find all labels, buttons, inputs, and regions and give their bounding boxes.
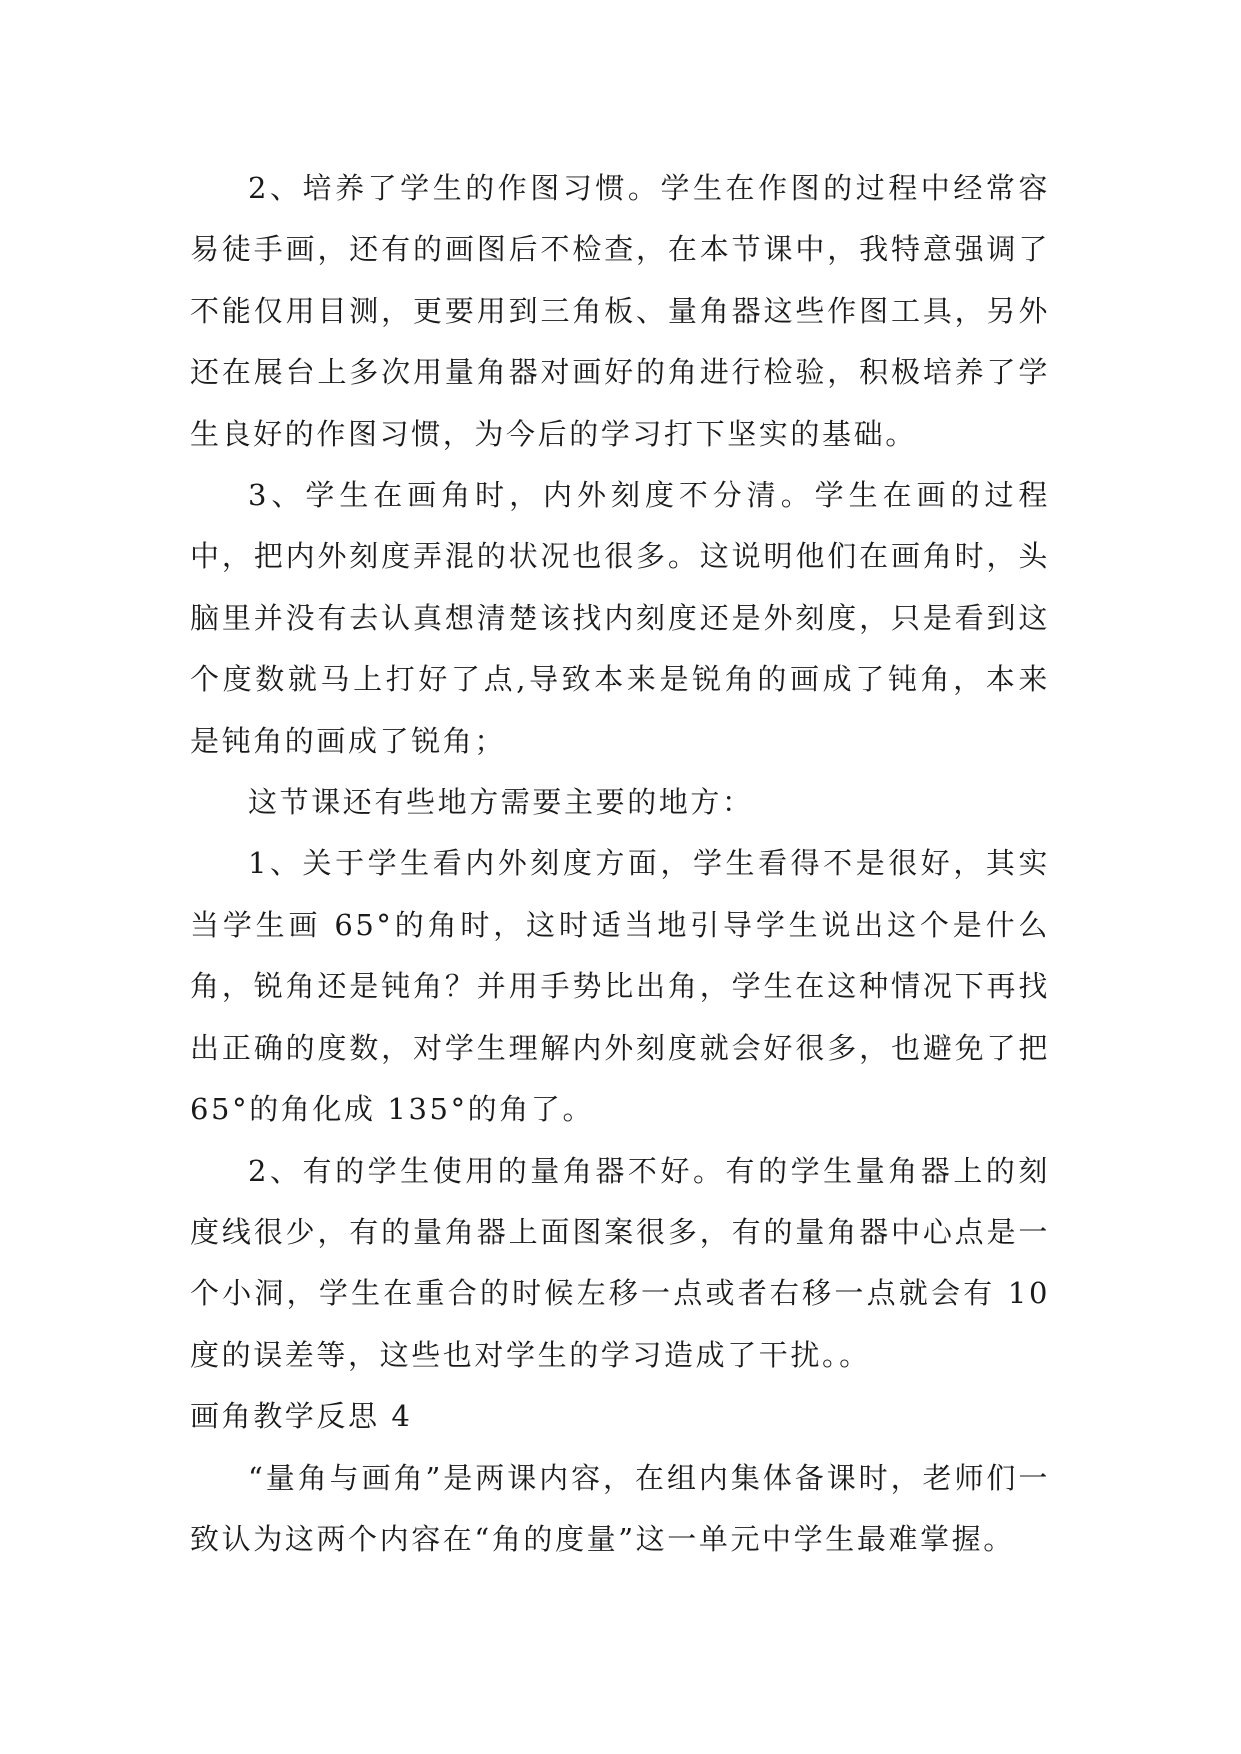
document-body <box>190 158 1050 1570</box>
paragraph-lesson-content: “量角与画角”是两课内容，在组内集体备课时，老师们一致认为这两个内容在“角的度量”这一单元中学生最难掌握。 <box>190 1460 1050 1556</box>
paragraph-improvements-intro: 这节课还有些地方需要主要的地方： <box>248 785 754 820</box>
paragraph-reading-scales: 1、关于学生看内外刻度方面，学生看得不是很好，其实当学生画 65°的角时，这时适当地引导学生说出这个是什么角，锐角还是钝角？并用手势比出角，学生在这种情况下再找出正确的度数，对学生理解内外刻度就会好很多，也避免了把 65°的角化成 135°的角了。 <box>190 846 1050 1127</box>
section-heading: 画角教学反思 4 <box>190 1399 413 1434</box>
paragraph-protractor-quality: 2、有的学生使用的量角器不好。有的学生量角器上的刻度线很少，有的量角器上面图案很多，有的量角器中心点是一个小洞，学生在重合的时候左移一点或者右移一点就会有 10 度的误差等，这些也对学生的学习造成了干扰。。 <box>190 1153 1050 1372</box>
paragraph-drawing-habit: 2、培养了学生的作图习惯。学生在作图的过程中经常容易徒手画，还有的画图后不检查，在本节课中，我特意强调了不能仅用目测，更要用到三角板、量角器这些作图工具，另外还在展台上多次用量角器对画好的角进行检验，积极培养了学生良好的作图习惯，为今后的学习打下坚实的基础。 <box>190 171 1050 451</box>
paragraph-scale-confusion: 3、学生在画角时，内外刻度不分清。学生在画的过程中，把内外刻度弄混的状况也很多。这说明他们在画角时，头脑里并没有去认真想清楚该找内刻度还是外刻度，只是看到这个度数就马上打好了点,导致本来是锐角的画成了钝角，本来是钝角的画成了锐角； <box>190 478 1050 758</box>
